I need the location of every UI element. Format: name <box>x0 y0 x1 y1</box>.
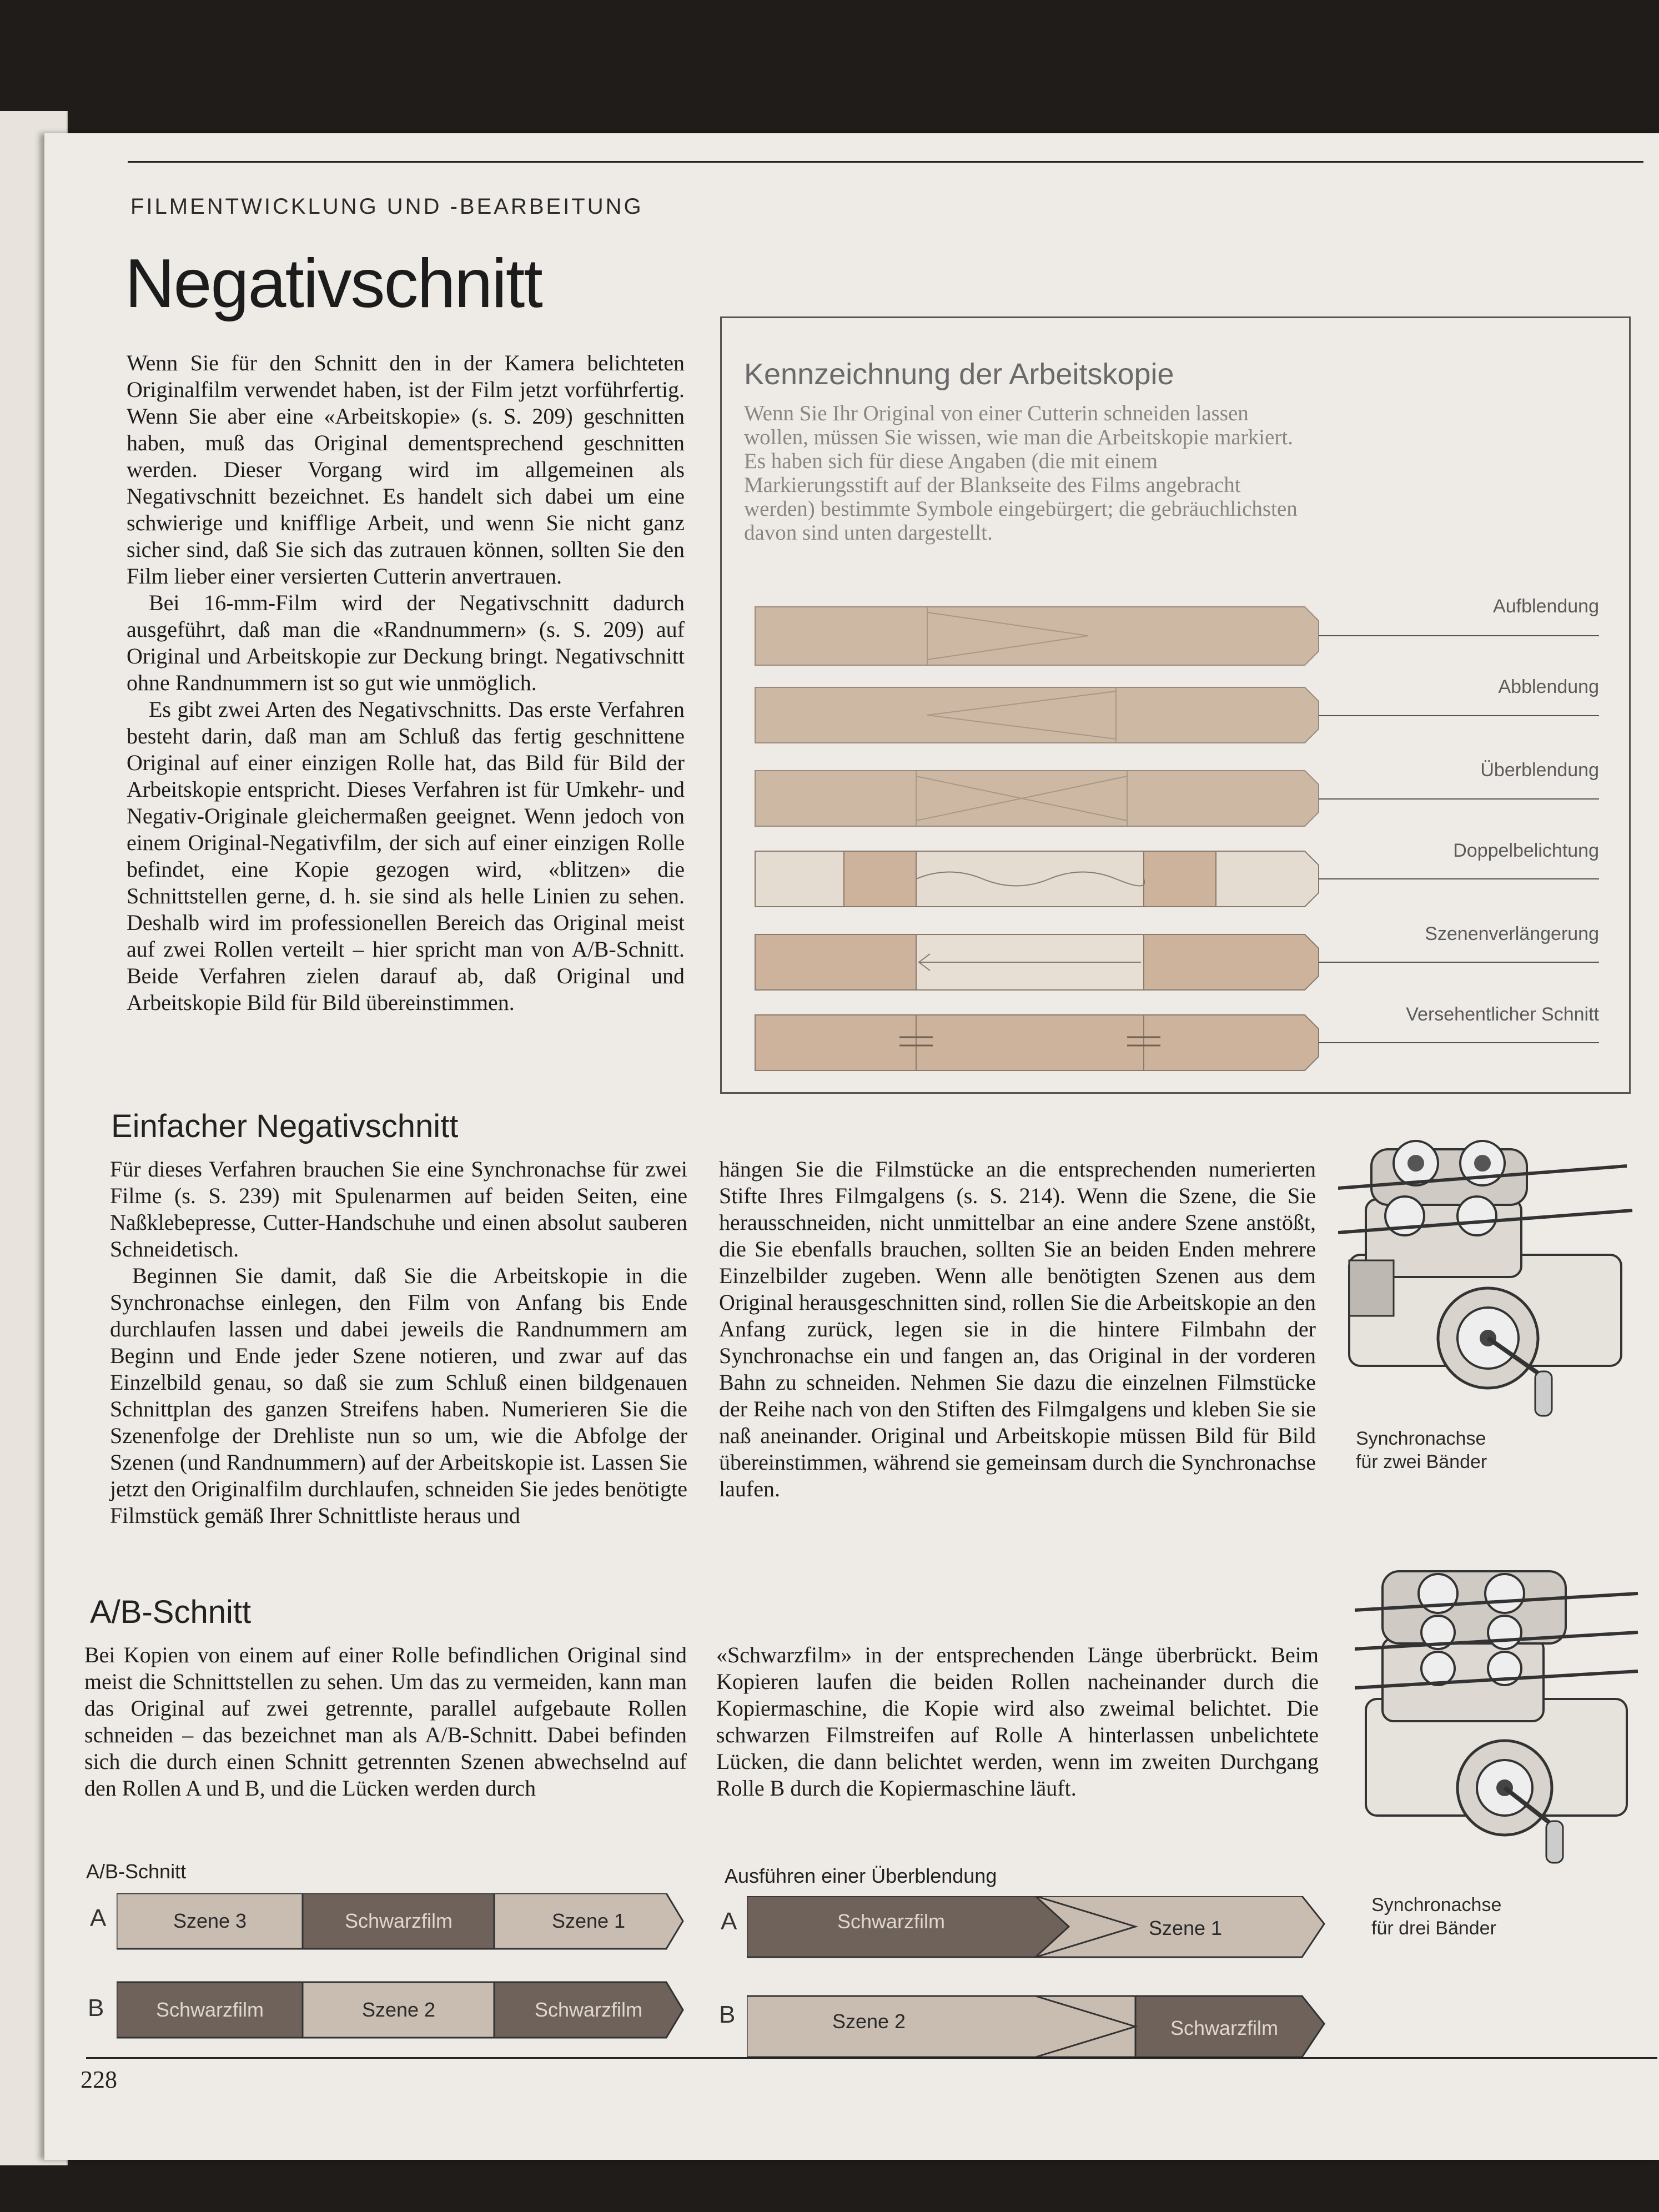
ab-diagram-title: A/B-Schnitt <box>86 1860 187 1883</box>
ab-col1 <box>84 1642 687 1802</box>
einfacher-col1 <box>110 1156 687 1529</box>
ab-row-b-seg-1: Szene 2 <box>361 1998 436 2021</box>
sidebar-text: Wenn Sie Ihr Original von einer Cutterin schneiden lassen wollen, müssen Sie wissen, wie man die Arbeitskopie markiert. Es haben sich für diese Angaben (die mit einem Markierungsstift auf der Blankseite des Films angebracht werden) bestimmte Symbole eingebürgert; die gebräuchlichsten davon sind unten dargestellt. <box>744 401 1298 545</box>
ab-col2-paragraph: «Schwarzfilm» in der entsprechenden Länge überbrückt. Beim Kopieren laufen die beiden Rollen nacheinander durch die Kopiermaschine, die Kopie wird also zweimal belichtet. Die schwarzen Filmstreifen auf Rolle A hinterlassen unbelichtete Lücken, die dann belichtet werden, wenn im zweiten Durchgang Rolle B durch die Kopiermaschine läuft. <box>716 1642 1319 1801</box>
bottom-rule <box>86 2057 1657 2059</box>
sidebar-title: Kennzeichnung der Arbeitskopie <box>744 358 1174 391</box>
synchronizer-three-gangs-illustration <box>1355 1555 1643 1871</box>
ueber-diagram-row-a-letter: A <box>721 1908 737 1935</box>
ab-row-a-seg-0: Szene 3 <box>173 1909 247 1932</box>
marker-label-abblendung: Abblendung <box>1498 676 1599 697</box>
ueber-row-a-seg-1: Szene 1 <box>1148 1917 1223 1939</box>
ab-row-a-seg-2: Szene 1 <box>551 1909 626 1932</box>
einfacher-col2 <box>719 1156 1316 1502</box>
ab-row-b-seg-2: Schwarzfilm <box>534 1998 643 2021</box>
caption-three-gangs-line2: für drei Bänder <box>1371 1918 1496 1939</box>
ab-title: A/B-Schnitt <box>90 1594 252 1630</box>
marker-label-aufblendung: Aufblendung <box>1493 596 1599 617</box>
caption-two-gangs <box>1356 1427 1487 1474</box>
caption-two-gangs-line2: für zwei Bänder <box>1356 1451 1487 1472</box>
ueber-diagram-title: Ausführen einer Überblendung <box>725 1864 997 1887</box>
ueber-diagram-row-b-letter: B <box>719 2001 736 2028</box>
ueber-row-a-seg-0: Schwarzfilm <box>837 1910 946 1933</box>
ueber-row-b-seg-0: Szene 2 <box>832 2010 906 2033</box>
page-number: 228 <box>81 2066 117 2093</box>
intro-paragraph-1: Wenn Sie für den Schnitt den in der Kamera belichteten Originalfilm verwendet haben, ist der Film jetzt vorführfertig. Wenn Sie aber eine «Arbeitskopie» (s. S. 209) geschnitten haben, muß das Original dementsprechend geschnitten werden. Dieser Vorgang wird im allgemeinen als Negativschnitt bezeichnet. Es handelt sich dabei um eine schwierige und knifflige Arbeit, und wenn Sie nicht ganz sicher sind, daß Sie sich das zutrauen können, sollten Sie den Film lieber einer versierten Cutterin anvertrauen. <box>127 350 685 589</box>
ab-diagram <box>117 1893 694 2060</box>
einfacher-col2-paragraph: hängen Sie die Filmstücke an die entsprechenden numerierten Stifte Ihres Filmgalgens (s. S. 214). Wenn die Szene, die Sie herausschneiden, nicht unmittelbar an eine andere Szene anstößt, die Sie ebenfalls brauchen, sollten Sie an beiden Enden mehrere Einzelbilder zugeben. Wenn alle benötigten Szenen aus dem Original herausgeschnitten sind, rollen Sie die Arbeitskopie an den Anfang zurück, legen sie in die hintere Filmbahn der Synchronachse ein und fangen an, das Original in der vorderen Bahn zu schneiden. Nehmen Sie dazu die einzelnen Filmstücke der Reihe nach von den Stiften des Filmgalgens und kleben Sie sie naß aneinander. Original und Arbeitskopie müssen Bild für Bild übereinstimmen, während sie gemeinsam durch die Synchronachse laufen. <box>719 1157 1316 1501</box>
ueber-row-b-seg-1: Schwarzfilm <box>1170 2017 1279 2039</box>
section-label: FILMENTWICKLUNG UND -BEARBEITUNG <box>130 194 644 219</box>
synchronizer-two-gangs-illustration <box>1338 1116 1638 1432</box>
ab-col1-paragraph: Bei Kopien von einem auf einer Rolle befindlichen Original sind meist die Schnittstellen zu sehen. Um das zu vermeiden, kann man das Original auf zwei getrennte, parallel aufgebaute Rollen schneiden – das bezeichnet man als A/B-Schnitt. Dabei befinden sich die durch einen Schnitt getrennten Szenen abwechselnd auf den Rollen A und B, und die Lücken werden durch <box>84 1642 687 1801</box>
ueberblendung-diagram <box>747 1896 1380 2074</box>
intro-paragraph-2: Bei 16-mm-Film wird der Negativschnitt dadurch ausgeführt, daß man die «Randnummern» (s. S. 209) auf Original und Arbeitskopie zur Deckung bringt. Negativschnitt ohne Randnummern ist so gut wie unmöglich. <box>127 590 685 695</box>
marker-symbols <box>722 318 1632 1095</box>
marker-label-doppelbelichtung: Doppelbelichtung <box>1453 840 1599 861</box>
page-title: Negativschnitt <box>125 245 542 322</box>
caption-three-gangs <box>1371 1893 1501 1940</box>
marker-label-ueberblendung: Überblendung <box>1480 760 1599 781</box>
intro-text <box>127 350 685 1016</box>
ab-row-a-seg-1: Schwarzfilm <box>344 1909 453 1932</box>
marking-sidebar-box <box>720 316 1631 1094</box>
intro-paragraph-3: Es gibt zwei Arten des Negativschnitts. Das erste Verfahren besteht darin, daß man am Schluß das fertig geschnittene Original auf einer einzigen Rolle hat, das Bild für Bild der Arbeitskopie entspricht. Dieses Verfahren ist für Umkehr- und Negativ-Originale gleichermaßen geeignet. Wenn jedoch von einem Original-Negativfilm, der sich auf einer einzigen Rolle befindet, eine Kopie gezogen wird, «blitzen» die Schnittstellen gerne, d. h. sie sind als helle Linien zu sehen. Deshalb wird im professionellen Bereich das Original meist auf zwei Rollen verteilt – hier spricht man von A/B-Schnitt. Beide Verfahren zielen darauf ab, daß Original und Arbeitskopie Bild für Bild übereinstimmen. <box>127 697 685 1015</box>
top-rule <box>128 161 1643 163</box>
marker-label-szenenverlaengerung: Szenenverlängerung <box>1425 923 1599 944</box>
ab-row-b-seg-0: Schwarzfilm <box>155 1998 264 2021</box>
ab-col2 <box>716 1642 1319 1802</box>
einfacher-paragraph-1: Für dieses Verfahren brauchen Sie eine Synchronachse für zwei Filme (s. S. 239) mit Spulenarmen auf beiden Seiten, eine Naßklebepresse, Cutter-Handschuhe und einen absolut sauberen Schneidetisch. <box>110 1157 687 1261</box>
book-page <box>44 133 1659 2160</box>
ab-diagram-row-b-letter: B <box>88 1994 104 2022</box>
einfacher-title: Einfacher Negativschnitt <box>111 1108 459 1144</box>
marker-label-versehentlicher-schnitt: Versehentlicher Schnitt <box>1406 1004 1599 1025</box>
caption-three-gangs-line1: Synchronachse <box>1371 1894 1502 1916</box>
einfacher-paragraph-2: Beginnen Sie damit, daß Sie die Arbeitskopie in die Synchronachse einlegen, den Film von Anfang bis Ende durchlaufen lassen und dabei jeweils die Randnummern am Beginn und Ende jeder Szene notieren, und zwar auf das Einzelbild genau, so daß sie zum Schluß einen bildgenauen Schnittplan des ganzen Streifens haben. Numerieren Sie die Szenenfolge der Drehliste nun so um, wie die Abfolge der Szenen (und Randnummern) auf der Arbeitskopie ist. Lassen Sie jetzt den Originalfilm durchlaufen, schneiden Sie jedes benötigte Filmstück gemäß Ihrer Schnittliste heraus und <box>110 1263 687 1528</box>
caption-two-gangs-line1: Synchronachse <box>1356 1428 1486 1449</box>
ab-diagram-row-a-letter: A <box>90 1904 107 1932</box>
